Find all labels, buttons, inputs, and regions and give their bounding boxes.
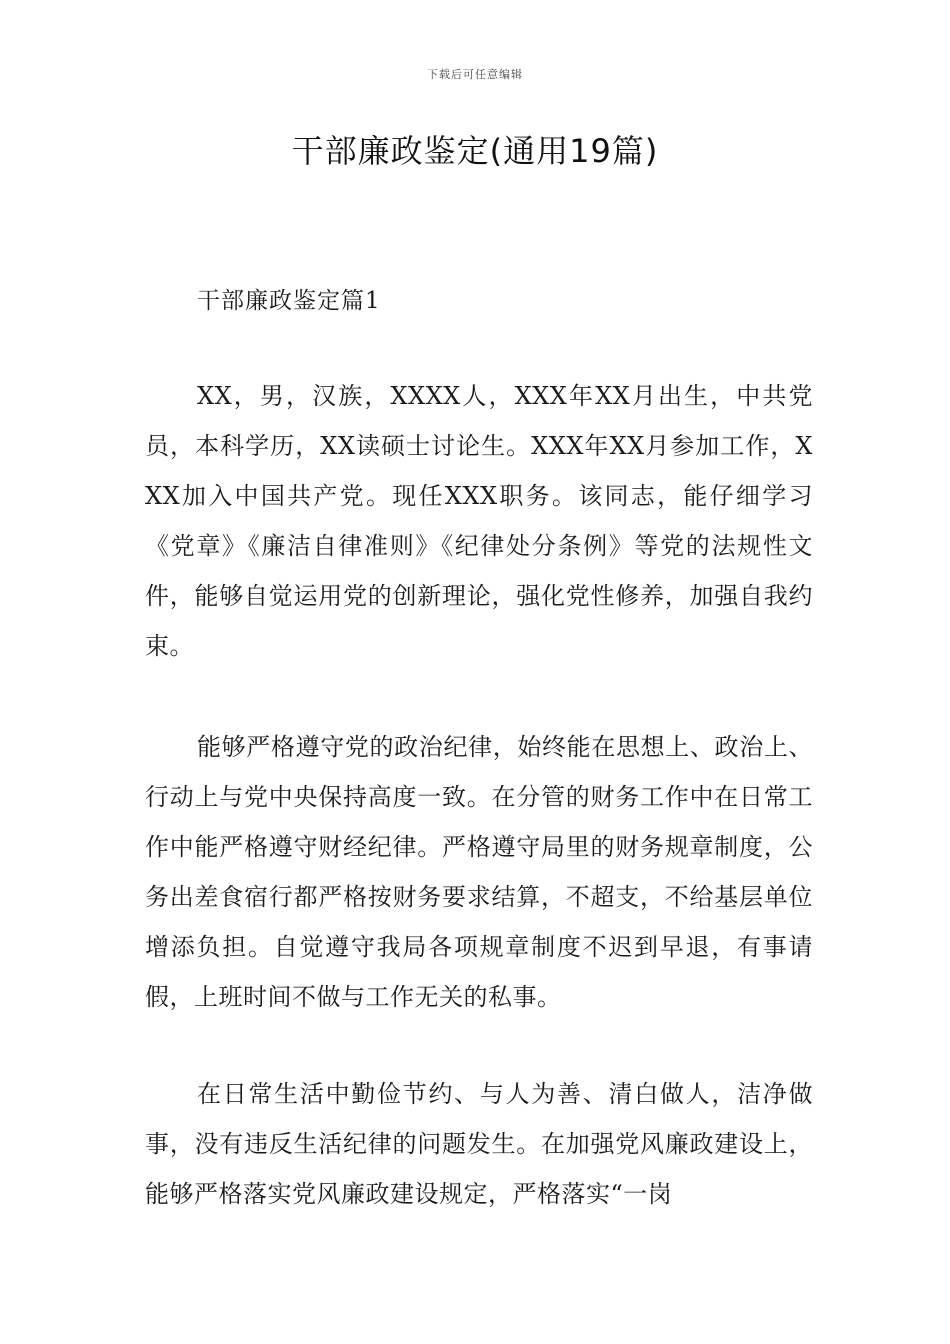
body-paragraph: 在日常生活中勤俭节约、与人为善、清白做人，洁净做事，没有违反生活纪律的问题发生。在加强党风廉政建设上，能够严格落实党风廉政建设规定，严格落实“一岗 xyxy=(145,1080,813,1208)
document-title: 干部廉政鉴定(通用19篇) xyxy=(291,132,659,170)
body-paragraph: 能够严格遵守党的政治纪律，始终能在思想上、政治上、行动上与党中央保持高度一致。在分管的财务工作中在日常工作中能严格遵守财经纪律。严格遵守局里的财务规章制度，公务出差食宿行都严格按财务要求结算，不超支，不给基层单位增添负担。自觉遵守我局各项规章制度不迟到早退，有事请假，上班时间不做与工作无关的私事。 xyxy=(145,733,813,1011)
section-heading: 干部廉政鉴定篇1 xyxy=(197,288,381,314)
header-note: 下载后可任意编辑 xyxy=(427,68,523,81)
body-paragraph: XX，男，汉族，XXXX人，XXX年XX月出生，中共党员，本科学历，XX读硕士讨论生。XXX年XX月参加工作，XXX加入中国共产党。现任XXX职务。该同志，能仔细学习《党章》《廉洁自律准则》《纪律处分条例》等党的法规性文件，能够自觉运用党的创新理论，强化党性修养，加强自我约束。 xyxy=(145,382,813,660)
